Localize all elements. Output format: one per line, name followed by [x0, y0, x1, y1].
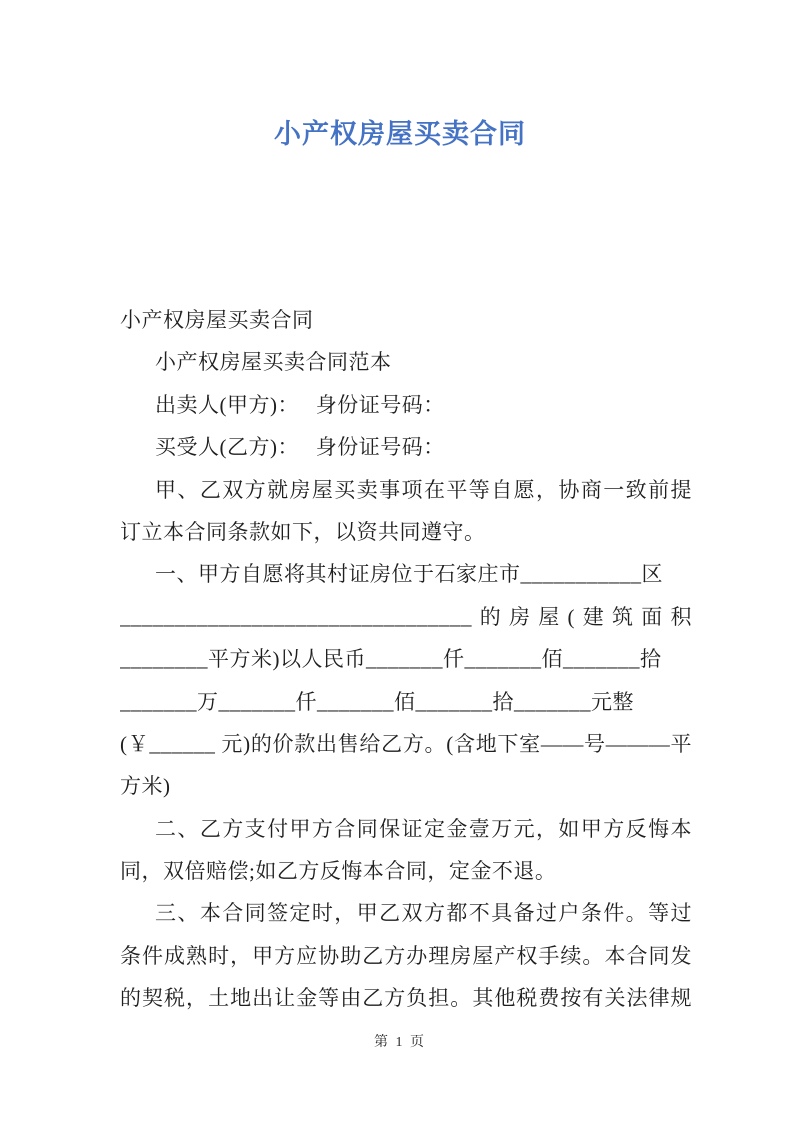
- doc-line-clause1-3: ________平方米)以人民币_______仟_______佰_______拾: [120, 647, 662, 672]
- doc-line-clause1-1: 一、甲方自愿将其村证房位于石家庄市___________区: [155, 562, 663, 587]
- doc-line-clause3-1: 三、本合同签定时，甲乙双方都不具备过户条件。等过: [155, 901, 692, 926]
- doc-line-clause1-2: ________________________________的房屋(建筑面积: [120, 604, 692, 629]
- doc-line-subheading: 小产权房屋买卖合同范本: [155, 350, 392, 375]
- document-body: [120, 299, 692, 1020]
- doc-line-clause1-6: 方米): [120, 774, 171, 799]
- page-title: 小产权房屋买卖合同: [274, 119, 526, 149]
- doc-line-clause2-2: 同，双倍赔偿;如乙方反悔本合同，定金不退。: [120, 859, 557, 884]
- doc-line-clause2-1: 二、乙方支付甲方合同保证定金壹万元，如甲方反悔本: [155, 816, 692, 841]
- doc-line-preamble-2: 订立本合同条款如下，以资共同遵守。: [120, 519, 486, 544]
- doc-line-seller: 出卖人(甲方)： 身份证号码：: [155, 392, 445, 417]
- doc-line-clause1-4: _______万_______仟_______佰_______拾_______元整: [120, 689, 634, 714]
- doc-line-buyer: 买受人(乙方)： 身份证号码：: [155, 435, 445, 460]
- page-number: 第 1 页: [374, 1035, 426, 1050]
- doc-line-heading: 小产权房屋买卖合同: [120, 308, 314, 332]
- doc-line-clause1-5: (￥______ 元)的价款出售给乙方。(含地下室——号———平: [120, 731, 692, 756]
- doc-line-clause3-3: 的契税，土地出让金等由乙方负担。其他税费按有关法律规: [120, 986, 692, 1011]
- doc-line-preamble-1: 甲、乙双方就房屋买卖事项在平等自愿，协商一致前提: [155, 477, 692, 502]
- doc-line-clause3-2: 条件成熟时，甲方应协助乙方办理房屋产权手续。本合同发: [120, 943, 692, 968]
